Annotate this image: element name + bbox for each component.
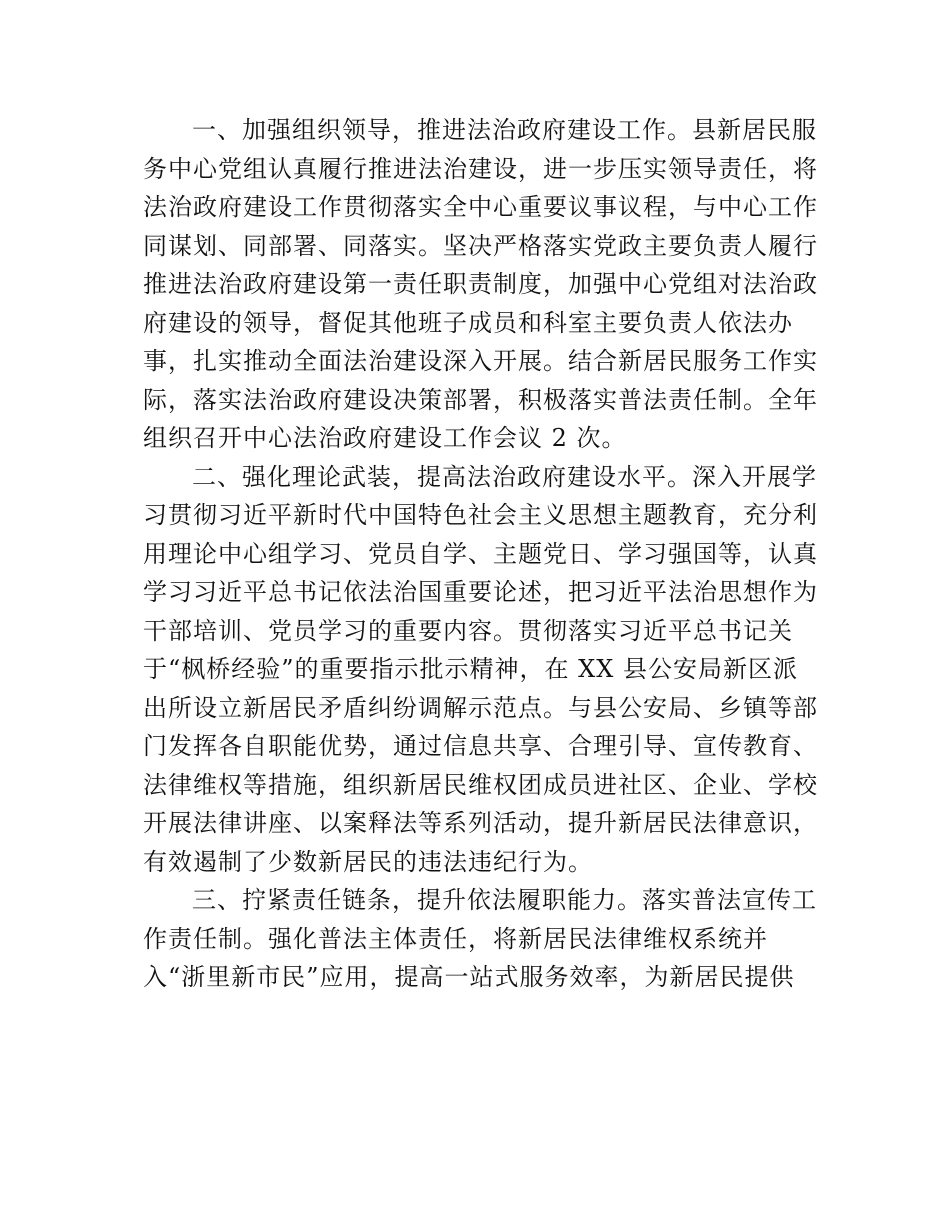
paragraph-line: 习贯彻习近平新时代中国特色社会主义思想主题教育，充分利: [143, 501, 818, 529]
paragraph-line: 事，扎实推动全面法治建设深入开展。结合新居民服务工作实: [143, 347, 818, 375]
paragraph-line: 组织召开中心法治政府建设工作会议 2 次。: [143, 424, 627, 452]
paragraph-line: 法律维权等措施，组织新居民维权团成员进社区、企业、学校: [143, 770, 818, 799]
paragraph-line: 法治政府建设工作贯彻落实全中心重要议事议程，与中心工作: [143, 193, 818, 221]
paragraph-line: 作责任制。强化普法主体责任，将新居民法律维权系统并: [143, 924, 768, 953]
paragraph-line: 干部培训、党员学习的重要内容。贯彻落实习近平总书记关: [143, 616, 793, 645]
paragraph-line: 出所设立新居民矛盾纠纷调解示范点。与县公安局、乡镇等部: [143, 693, 818, 722]
paragraph-line: 府建设的领导，督促其他班子成员和科室主要负责人依法办: [143, 308, 793, 337]
paragraph-line: 门发挥各自职能优势，通过信息共享、合理引导、宣传教育、: [143, 732, 818, 760]
document-body: [143, 111, 818, 997]
paragraph-line: 二、强化理论武装，提高法治政府建设水平。深入开展学: [192, 462, 817, 491]
paragraph-line: 一、加强组织领导，推进法治政府建设工作。县新居民服: [192, 116, 817, 144]
paragraph-line: 开展法律讲座、以案释法等系列活动，提升新居民法律意识，: [143, 809, 818, 837]
paragraph-line: 同谋划、同部署、同落实。坚决严格落实党政主要负责人履行: [143, 231, 818, 260]
paragraph-1: [143, 111, 818, 458]
paragraph-line: 入“浙里新市民”应用，提高一站式服务效率，为新居民提供: [143, 963, 795, 991]
paragraph-line: 际，落实法治政府建设决策部署，积极落实普法责任制。全年: [143, 385, 818, 414]
paragraph-2: [143, 458, 818, 882]
paragraph-line: 有效遏制了少数新居民的违法违纪行为。: [143, 847, 593, 876]
paragraph-line: 推进法治政府建设第一责任职责制度，加强中心党组对法治政: [143, 270, 818, 298]
paragraph-line: 务中心党组认真履行推进法治建设，进一步压实领导责任，将: [143, 154, 818, 183]
paragraph-line: 用理论中心组学习、党员自学、主题党日、学习强国等，认真: [143, 539, 818, 568]
paragraph-line: 三、拧紧责任链条，提升依法履职能力。落实普法宣传工: [192, 886, 817, 914]
paragraph-line: 学习习近平总书记依法治国重要论述，把习近平法治思想作为: [143, 578, 818, 606]
paragraph-3: [143, 881, 817, 997]
paragraph-line: 于“枫桥经验”的重要指示批示精神，在 XX 县公安局新区派: [143, 655, 798, 683]
